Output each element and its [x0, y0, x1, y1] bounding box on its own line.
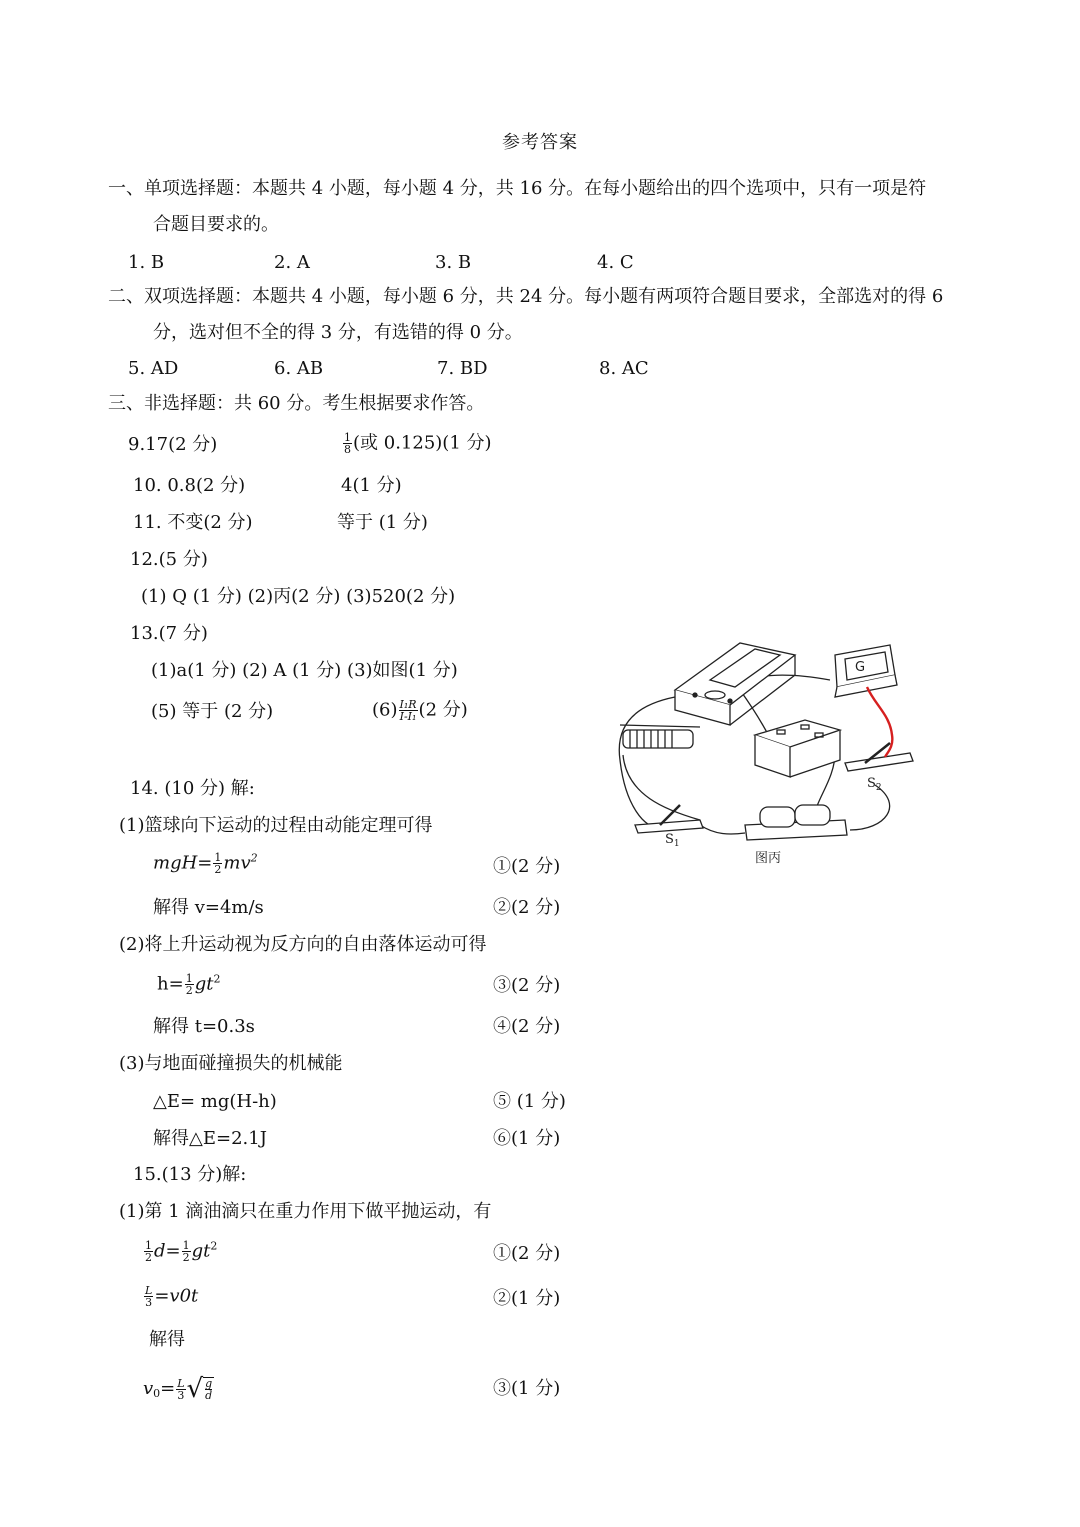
q14-eq1: mgH= $\frac{1}{2}$ $mv^2$: [153, 851, 258, 876]
q14-eq1-score: ①(2 分): [493, 856, 561, 877]
q15-eq3-score: ③(1 分): [493, 1378, 561, 1399]
q14-sol2-score: ④(2 分): [493, 1016, 561, 1037]
q14-heading: 14. (10 分) 解:: [130, 778, 255, 799]
q9-answer-b: [342, 432, 492, 455]
q9-fraction: $\frac{1}{8}$: [344, 431, 351, 456]
q12-body: (1) Q (1 分) (2)丙(2 分) (3)520(2 分): [141, 586, 456, 607]
q12-heading: 12.(5 分): [130, 549, 208, 570]
q14-sol3: 解得△E=2.1J: [153, 1128, 267, 1149]
s1-label: $S_1$: [665, 832, 680, 849]
section1-heading-line2: 合题目要求的。: [153, 214, 279, 235]
q14-eq2: h= $\frac{1}{2}$ $gt^2$: [157, 972, 221, 997]
q15-heading: 15.(13 分)解:: [133, 1164, 247, 1185]
section2-heading-line2: 分，选对但不全的得 3 分，有选错的得 0 分。: [153, 322, 523, 343]
q14-sol2: 解得 t=0.3s: [153, 1016, 255, 1037]
q14-eq2-score: ③(2 分): [493, 975, 561, 996]
q10-answer-b: 4(1 分): [341, 475, 402, 496]
q14-part3: (3)与地面碰撞损失的机械能: [119, 1053, 343, 1074]
q15-part1: (1)第 1 滴油滴只在重力作用下做平抛运动，有: [119, 1201, 492, 1222]
q13-heading: 13.(7 分): [130, 623, 208, 644]
q9-b-text: (或 0.125)(1 分): [353, 432, 492, 454]
q15-eq1-score: ①(2 分): [493, 1243, 561, 1264]
q13-line1: (1)a(1 分) (2) A (1 分) (3)如图(1 分): [151, 660, 458, 681]
q11-answer-a: 11. 不变(2 分): [133, 512, 253, 533]
circuit-figure: [605, 635, 925, 870]
answer-8: 8. AC: [599, 358, 649, 379]
answer-7: 7. BD: [437, 358, 488, 379]
figure-caption: 图丙: [755, 851, 782, 866]
q15-eq1: $\frac{1}{2}$ d= $\frac{1}{2}$ $gt^2$: [145, 1239, 218, 1264]
q14-eq3: △E= mg(H-h): [153, 1091, 277, 1112]
q14-sol3-score: ⑥(1 分): [493, 1128, 561, 1149]
answer-6: 6. AB: [274, 358, 324, 379]
q14-part1: (1)篮球向下运动的过程由动能定理可得: [119, 815, 433, 836]
answer-1: 1. B: [128, 252, 165, 273]
section2-heading-line1: 二、双项选择题：本题共 4 小题，每小题 6 分，共 24 分。每小题有两项符合题目要求，全部选对的得 6: [108, 286, 944, 307]
s2-label: $S_2$: [867, 776, 882, 793]
q14-part2: (2)将上升运动视为反方向的自由落体运动可得: [119, 934, 487, 955]
q15-eq2: $\frac{L}{3}$ =v0t: [145, 1284, 199, 1309]
page-title: 参考答案: [502, 132, 578, 153]
q14-sol1-score: ②(2 分): [493, 897, 561, 918]
q14-sol1: 解得 v=4m/s: [153, 897, 264, 918]
q13-fraction: $\frac{\text{I₁R}}{\text{I-I₁}}$: [399, 698, 417, 723]
answer-4: 4. C: [597, 252, 634, 273]
q9-answer-a: 9.17(2 分): [128, 434, 218, 455]
q14-eq3-score: ⑤ (1 分): [493, 1091, 566, 1112]
q13-suffix: (2 分): [418, 699, 468, 721]
q13-line2b: [372, 699, 468, 722]
q11-answer-b: 等于 (1 分): [337, 512, 428, 533]
answer-5: 5. AD: [128, 358, 179, 379]
q10-answer-a: 10. 0.8(2 分): [133, 475, 246, 496]
q15-eq2-score: ②(1 分): [493, 1288, 561, 1309]
answer-2: 2. A: [274, 252, 310, 273]
q13-line2a: (5) 等于 (2 分): [151, 701, 274, 722]
answer-3: 3. B: [435, 252, 472, 273]
q15-eq3: $v_0=$ $\frac{L}{3}$ √ $\frac{g}{d}$: [143, 1374, 213, 1404]
q13-prefix: (6): [372, 699, 398, 721]
section1-heading-line1: 一、单项选择题：本题共 4 小题，每小题 4 分，共 16 分。在每小题给出的四个选项中，只有一项是符: [108, 178, 927, 199]
q15-solution-label: 解得: [149, 1329, 185, 1350]
section3-heading: 三、非选择题：共 60 分。考生根据要求作答。: [108, 393, 485, 414]
galvanometer-label: G: [855, 660, 866, 675]
